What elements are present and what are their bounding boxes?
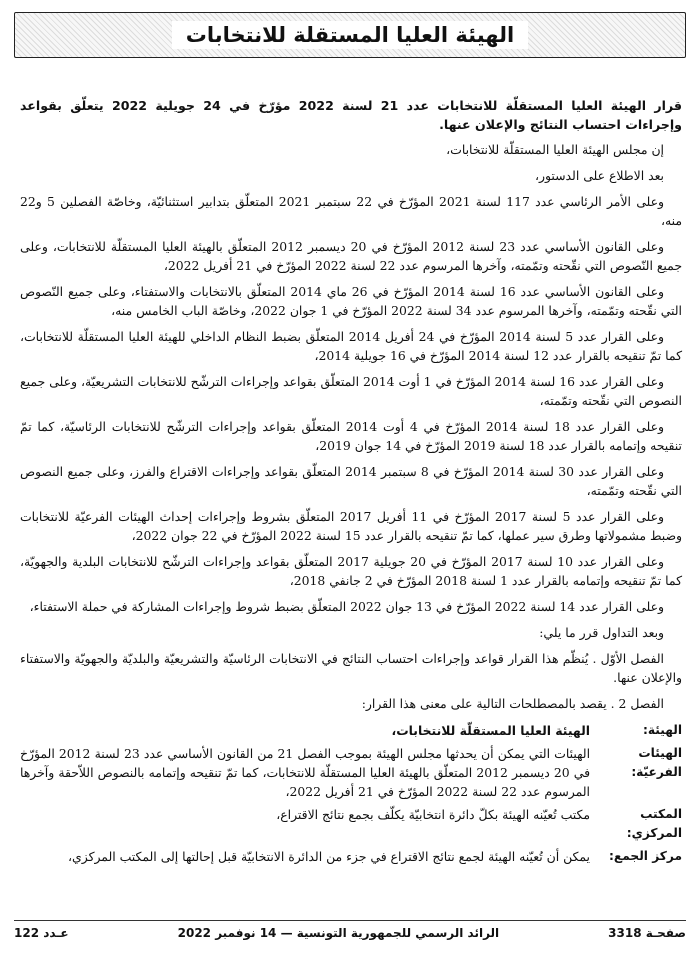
- preamble-line: وعلى القرار عدد 5 لسنة 2014 المؤرّخ في 24 أفريل 2014 المتعلّق بضبط النظام الداخلي للهيئة العليا المستقلّة للانتخابات، كما تمّ تنقيحه بالقرار عدد 12 لسنة 2014 المؤرّخ في 16 جويلية 2014،: [20, 329, 682, 363]
- chapter-1: الفصل الأوّل . يُنظّم هذا القرار قواعد وإجراءات احتساب النتائج في الانتخابات الرئاسيّة والتشريعيّة والبلديّة والجهويّة والاستفتاء والإعلان عنها.: [20, 651, 682, 685]
- issue-number: عـدد 122: [14, 926, 69, 940]
- definition-term: المكتب المركزي:: [626, 807, 682, 840]
- section-title: الهيئة العليا المستقلة للانتخابات: [172, 21, 528, 49]
- preamble-line: وعلى القرار عدد 14 لسنة 2022 المؤرّخ في 13 جوان 2022 المتعلّق بضبط شروط وإجراءات المشاركة في حملة الاستفتاء،: [29, 599, 664, 614]
- preamble-line: بعد الاطلاع على الدستور،: [535, 168, 664, 183]
- preamble-line: وعلى القرار عدد 18 لسنة 2014 المؤرّخ في 4 أوت 2014 المتعلّق بقواعد وإجراءات الترشّح للانتخابات الرئاسيّة، كما تمّ تنقيحه وإتمامه بالقرار عدد 18 لسنة 2019 المؤرّخ في 14 جوان 2019،: [20, 419, 682, 453]
- decision-title: قرار الهيئة العليا المستقلّة للانتخابات عدد 21 لسنة 2022 مؤرّخ في 24 جويلية 2022 يتعلّق بقواعد وإجراءات احتساب النتائج والإعلان عنها.: [20, 98, 682, 132]
- page-footer: [14, 926, 686, 940]
- definition-text: الهيئة العليا المستقلّة للانتخابات،: [391, 723, 590, 738]
- definition-term: الهيئة:: [642, 723, 682, 737]
- preamble-line: وعلى القرار عدد 30 لسنة 2014 المؤرّخ في 8 سبتمبر 2014 المتعلّق بقواعد وإجراءات الاقتراع والفرز، وعلى جميع النصوص التي نقّحته وتمّمته،: [20, 464, 682, 498]
- definition-text: الهيئات التي يمكن أن يحدثها مجلس الهيئة بموجب الفصل 21 من القانون الأساسي عدد 23 لسنة 2012 المؤرّخ في 20 ديسمبر 2012 المتعلّق بالهيئة العليا المستقلّة للانتخابات، كما تمّ تنقيحه وإتمامه بالنصوص اللاّحقة وآخرها المرسوم عدد 22 لسنة 2022 المؤرّخ في 21 أفريل 2022،: [20, 746, 591, 799]
- definition-row: [20, 847, 682, 866]
- definition-row: [20, 805, 682, 843]
- definitions-list: [20, 721, 682, 866]
- preamble-line: وعلى القرار عدد 10 لسنة 2017 المؤرّخ في 20 جويلية 2017 المتعلّق بقواعد وإجراءات الترشّح للانتخابات البلدية والجهويّة، كما تمّ تنقيحه وإتمامه بالقرار عدد 1 لسنة 2018 المؤرّخ في 2 جانفي 2018،: [20, 554, 682, 588]
- preamble-line: وعلى القانون الأساسي عدد 16 لسنة 2014 المؤرّخ في 26 ماي 2014 المتعلّق بالانتخابات والاستفتاء، وعلى جميع النّصوص التي نقّحته وتمّمته، وآخرها المرسوم عدد 34 لسنة 2022 المؤرّخ في 1 جوان 2022، وخاصّة الباب الخامس منه،: [20, 284, 682, 318]
- journal-title: الرائد الرسمي للجمهورية التونسية — 14 نوفمبر 2022: [177, 926, 500, 940]
- page-number: صفحـة 3318: [608, 926, 686, 940]
- preamble-line: وعلى القرار عدد 5 لسنة 2017 المؤرّخ في 11 أفريل 2017 المتعلّق بشروط وإجراءات إحداث الهيئات الفرعيّة للانتخابات وضبط مشمولاتها وطرق سير عملها، كما تمّ تنقيحه بالقرار عدد 15 لسنة 2022 المؤرّخ في 22 جوان 2022،: [20, 509, 682, 543]
- chapter-2: الفصل 2 . يقصد بالمصطلحات التالية على معنى هذا القرار:: [361, 696, 664, 711]
- definition-term: مركز الجمع:: [609, 849, 682, 863]
- definition-row: [20, 721, 682, 740]
- definition-text: مكتب تُعيّنه الهيئة بكلّ دائرة انتخابيّة يكلّف بجمع نتائج الاقتراع،: [276, 807, 590, 822]
- section-header: [14, 12, 686, 58]
- footer-divider: [14, 920, 686, 921]
- preamble-line: وعلى القانون الأساسي عدد 23 لسنة 2012 المؤرّخ في 20 ديسمبر 2012 المتعلّق بالهيئة العليا المستقلّة للانتخابات، وعلى جميع النّصوص التي نقّحته وتمّمته، وآخرها المرسوم عدد 22 لسنة 2022 المؤرّخ في 21 أفريل 2022،: [20, 239, 682, 273]
- definition-row: [20, 744, 682, 801]
- preamble-line: إن مجلس الهيئة العليا المستقلّة للانتخابات،: [446, 142, 664, 157]
- decision-body: [20, 96, 682, 870]
- preamble-line: وبعد التداول قرر ما يلي:: [539, 625, 664, 640]
- preamble-line: وعلى الأمر الرئاسي عدد 117 لسنة 2021 المؤرّخ في 22 سبتمبر 2021 المتعلّق بتدابير استثنائيّة، وخاصّة الفصلين 5 و22 منه،: [20, 194, 682, 228]
- definition-term: الهيئات الفرعيّة:: [631, 746, 682, 779]
- definition-text: يمكن أن تُعيّنه الهيئة لجمع نتائج الاقتراع في جزء من الدائرة الانتخابيّة قبل إحالتها إلى المكتب المركزي،: [68, 849, 590, 864]
- preamble-line: وعلى القرار عدد 16 لسنة 2014 المؤرّخ في 1 أوت 2014 المتعلّق بقواعد وإجراءات الترشّح للانتخابات التشريعيّة، وعلى جميع النصوص التي نقّحته وتمّمته،: [20, 374, 682, 408]
